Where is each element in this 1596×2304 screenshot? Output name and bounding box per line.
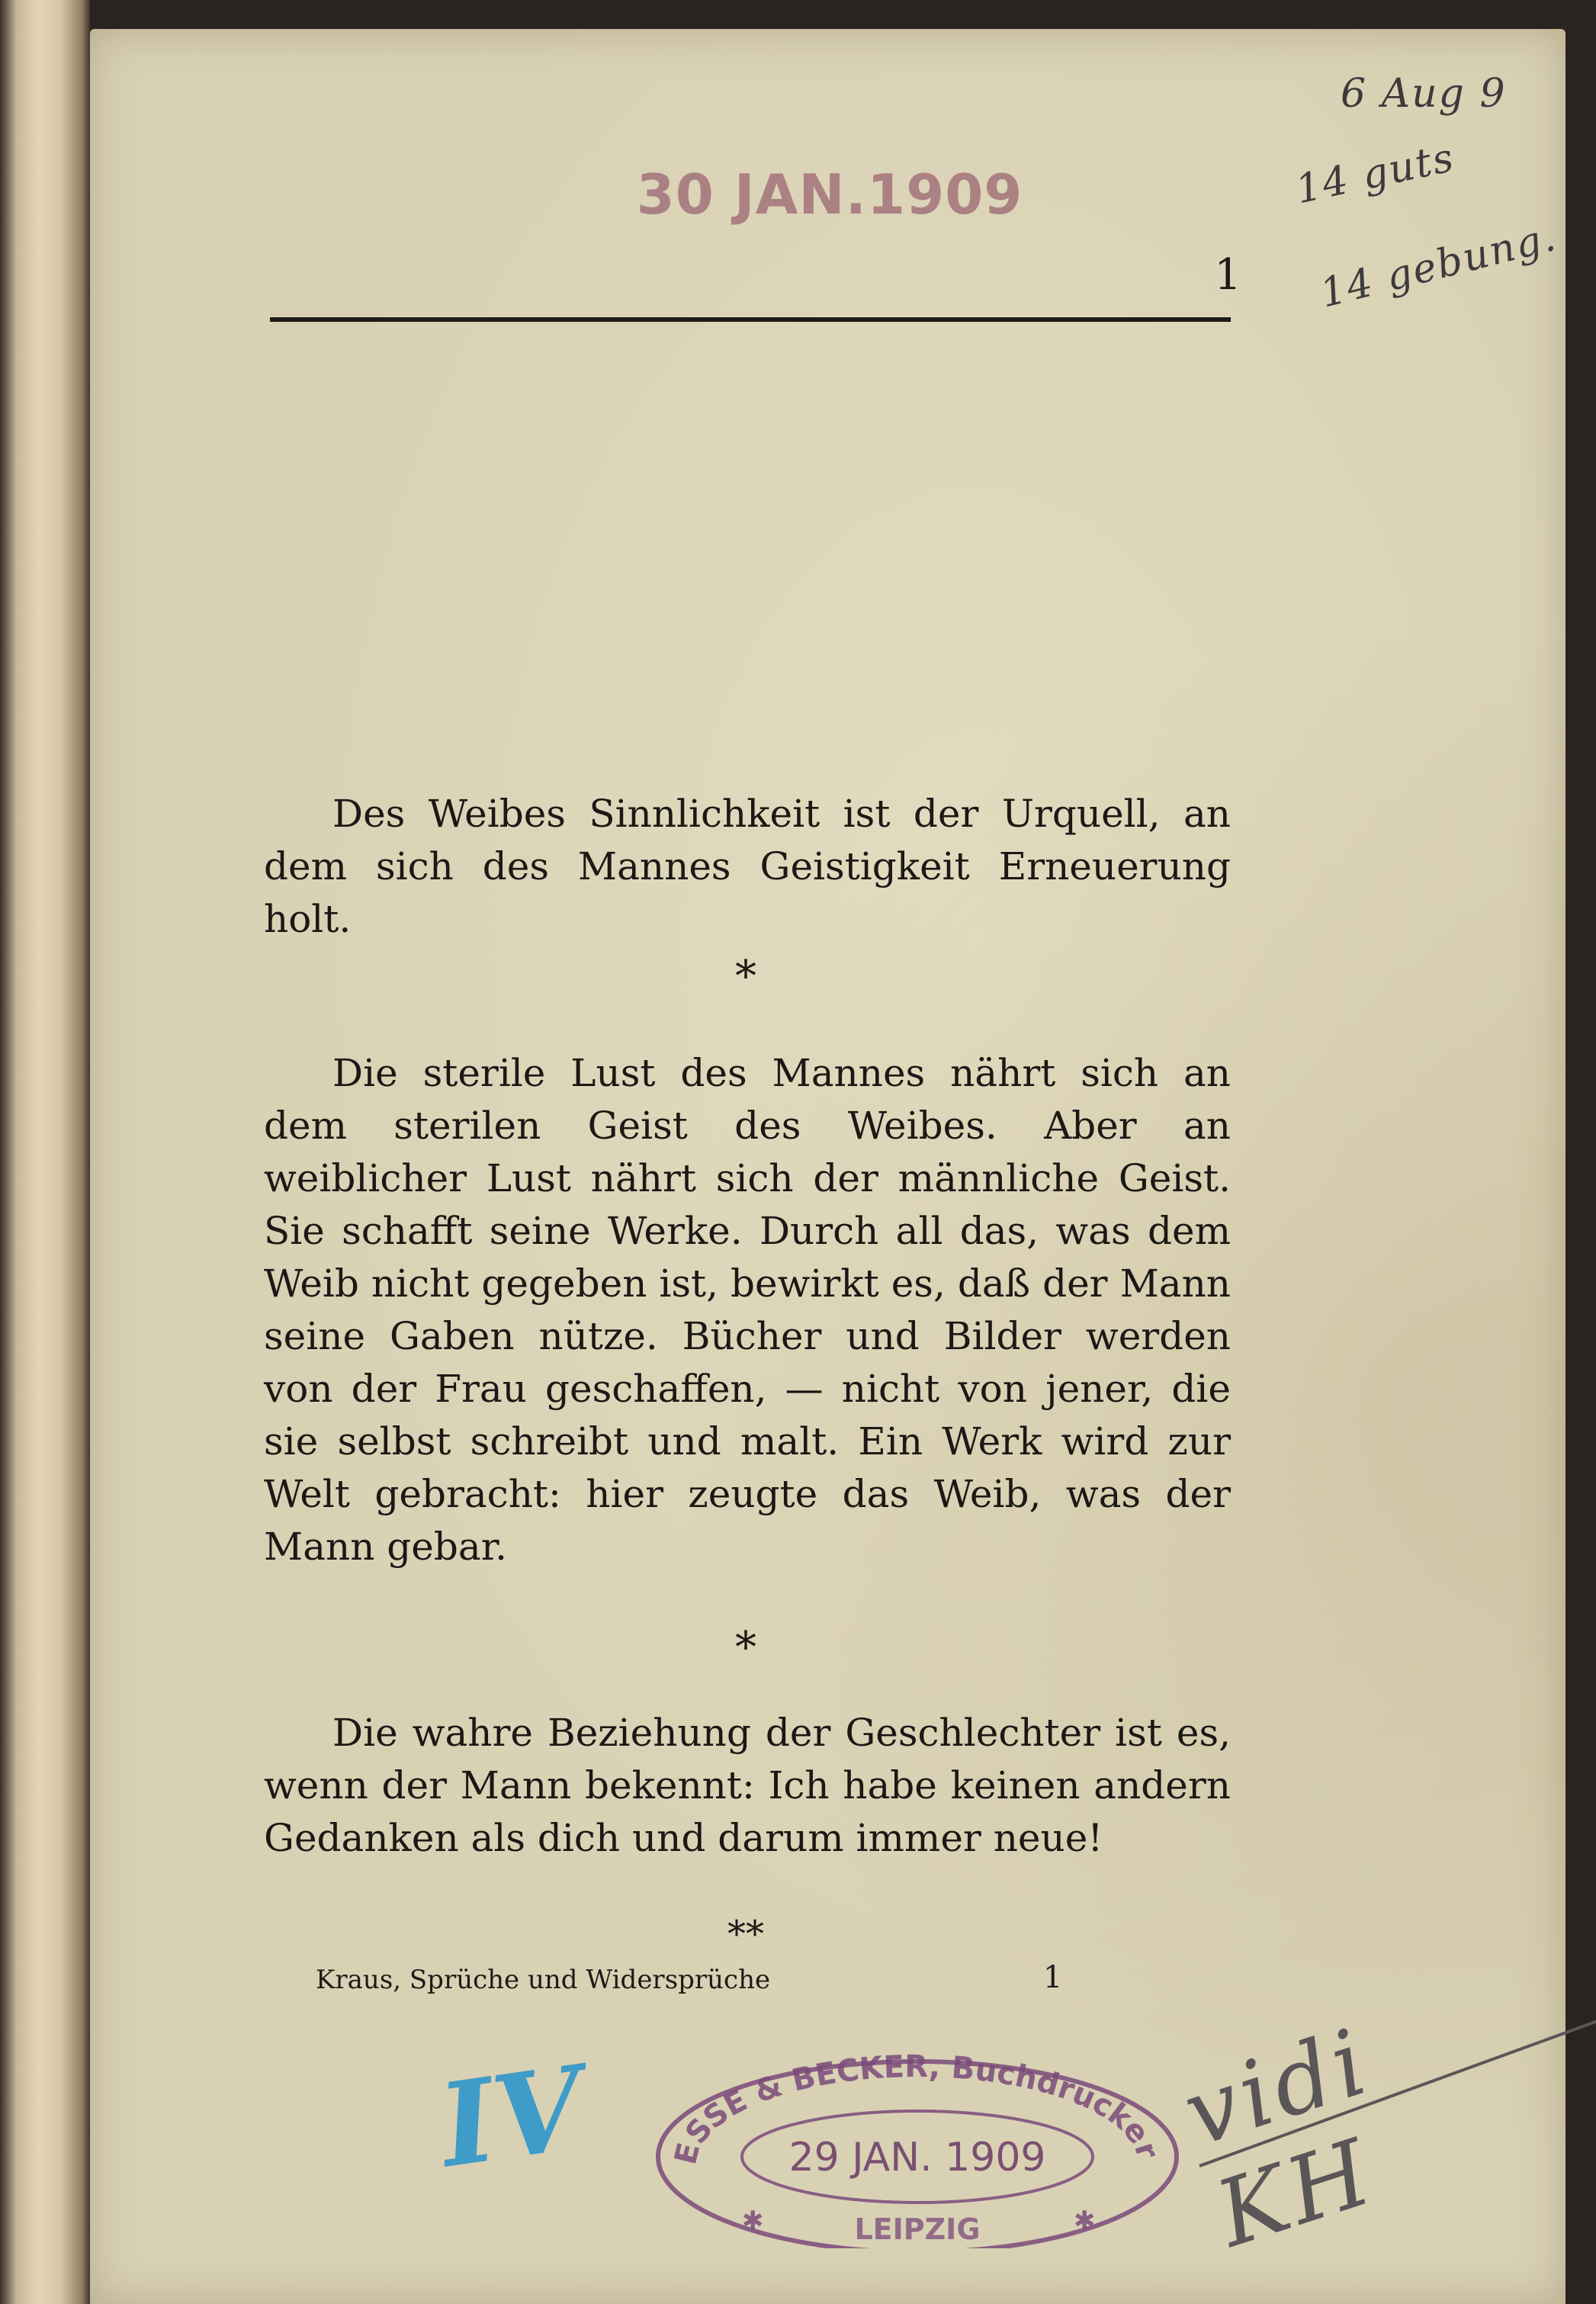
stamp-date: 29 JAN. 1909 [788, 2135, 1046, 2180]
bleed-through-texture [242, 357, 1234, 616]
header-rule [270, 317, 1231, 322]
paragraph-2 [264, 1047, 1231, 1573]
paragraph-3-text: Die wahre Beziehung der Geschlechter ist es, wenn der Mann bekennt: Ich habe keinen andern Gedanken als dich und darum immer neue! [264, 1711, 1231, 1860]
pencil-note-3: 14 gebung. [1315, 214, 1562, 317]
section-separator-1: * [735, 952, 756, 1001]
end-separator: ** [727, 1913, 764, 1955]
stamp-name: ESSE & BECKER, Buchdrucker [668, 2050, 1166, 2168]
stamp-city: LEIPZIG [854, 2212, 981, 2246]
vidi-signature: vidi KH [1171, 2008, 1388, 2269]
paragraph-1 [264, 788, 1231, 946]
printer-stamp-graphic [650, 2050, 1184, 2248]
blue-pencil-mark: IV [432, 2040, 592, 2194]
received-date-stamp: 30 JAN.1909 [636, 162, 1023, 227]
pencil-note-2: 14 guts [1292, 134, 1459, 214]
paragraph-2-text: Die sterile Lust des Mannes nährt sich an dem sterilen Geist des Weibes. Aber an weiblicher Lust nährt sich der männliche Geist. Sie schafft seine Werke. Durch all das, was dem Weib nicht gegeben ist, bewirkt es, daß der Mann seine Gaben nütze. Bücher und Bilder werden von der Frau geschaffen, — nicht von jener, die sie selbst schreibt und malt. Ein Werk wird zur Welt gebracht: hier zeugte das Weib, was der Mann gebar. [264, 1051, 1231, 1569]
printer-signature: Kraus, Sprüche und Widersprüche [316, 1965, 771, 1995]
stamp-star-left-icon: ✱ [742, 2206, 764, 2236]
book-spine [0, 0, 90, 2304]
stamp-star-right-icon: ✱ [1074, 2206, 1096, 2236]
paragraph-1-text: Des Weibes Sinnlichkeit ist der Urquell, an dem sich des Mannes Geistigkeit Erneuerung holt. [264, 792, 1231, 941]
printer-stamp [650, 2050, 1184, 2248]
paragraph-3 [264, 1707, 1231, 1865]
section-separator-2: * [735, 1623, 756, 1673]
sheet-number: 1 [1043, 1960, 1063, 1995]
page [90, 29, 1565, 2304]
pencil-note-1: 6 Aug 9 [1341, 71, 1507, 117]
page-number: 1 [1214, 250, 1241, 300]
